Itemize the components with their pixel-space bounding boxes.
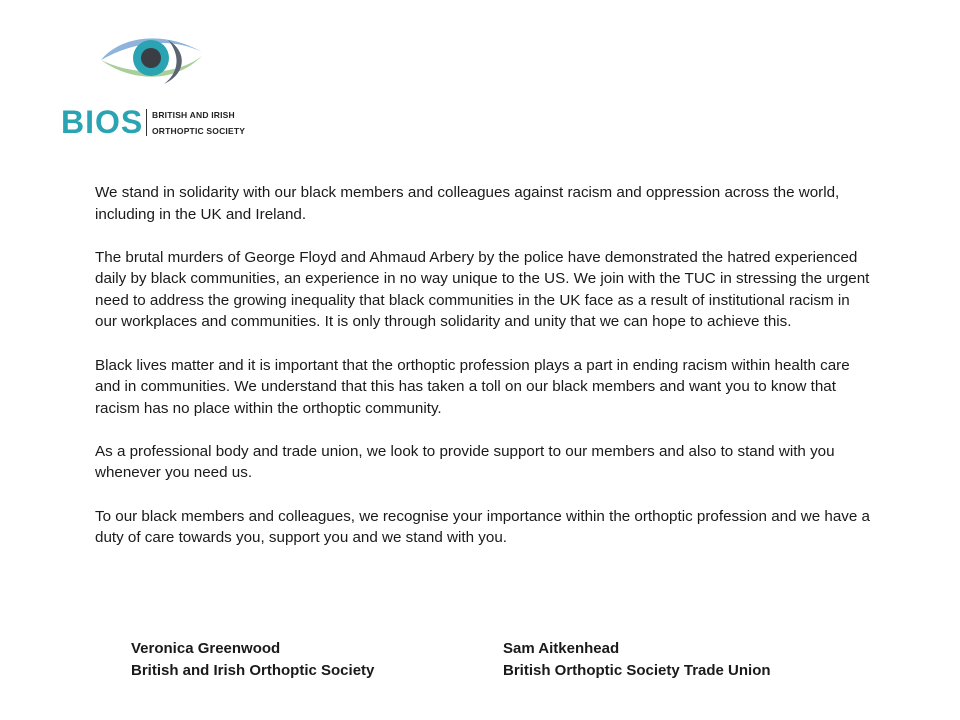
logo-divider [146,109,147,136]
signature-block-right [503,638,771,682]
bios-logo [58,30,258,142]
statement-body [95,182,870,570]
statement-paragraph: To our black members and colleagues, we recognise your importance within the orthoptic profession and we have a duty of care towards you, support you and we stand with you. [95,507,870,547]
signatory-organisation: British and Irish Orthoptic Society [131,662,375,679]
statement-paragraph: The brutal murders of George Floyd and Ahmaud Arbery by the police have demonstrated the hatred experienced daily by black communities, an experience in no way unique to the US. We join with the TUC in stressing the urgent need to address the growing inequality that black communities in the UK face as a result of institutional racism in our workplaces and communities. It is only through solidarity and unity that we can hope to achieve this. [95,248,870,331]
statement-paragraph: We stand in solidarity with our black members and colleagues against racism and oppression across the world, including in the UK and Ireland. [95,184,840,223]
logo-wordmark: BIOS [61,104,144,140]
logo-subtitle-line-1: BRITISH AND IRISH [152,110,235,120]
signatory-organisation: British Orthoptic Society Trade Union [503,662,771,679]
statement-paragraph: Black lives matter and it is important that the orthoptic profession plays a part in ending racism within health care and in communities. We understand that this has taken a toll on our black members and want you to know that racism has no place within the orthoptic community. [95,356,850,417]
signature-block-left [131,638,374,682]
signatory-name: Veronica Greenwood [131,640,281,657]
signatory-name: Sam Aitkenhead [503,640,620,657]
statement-paragraph: As a professional body and trade union, we look to provide support to our members and also to stand with you whenever you need us. [95,442,835,482]
logo-subtitle-line-2: ORTHOPTIC SOCIETY [152,126,246,136]
eye-logo-icon [98,30,204,88]
